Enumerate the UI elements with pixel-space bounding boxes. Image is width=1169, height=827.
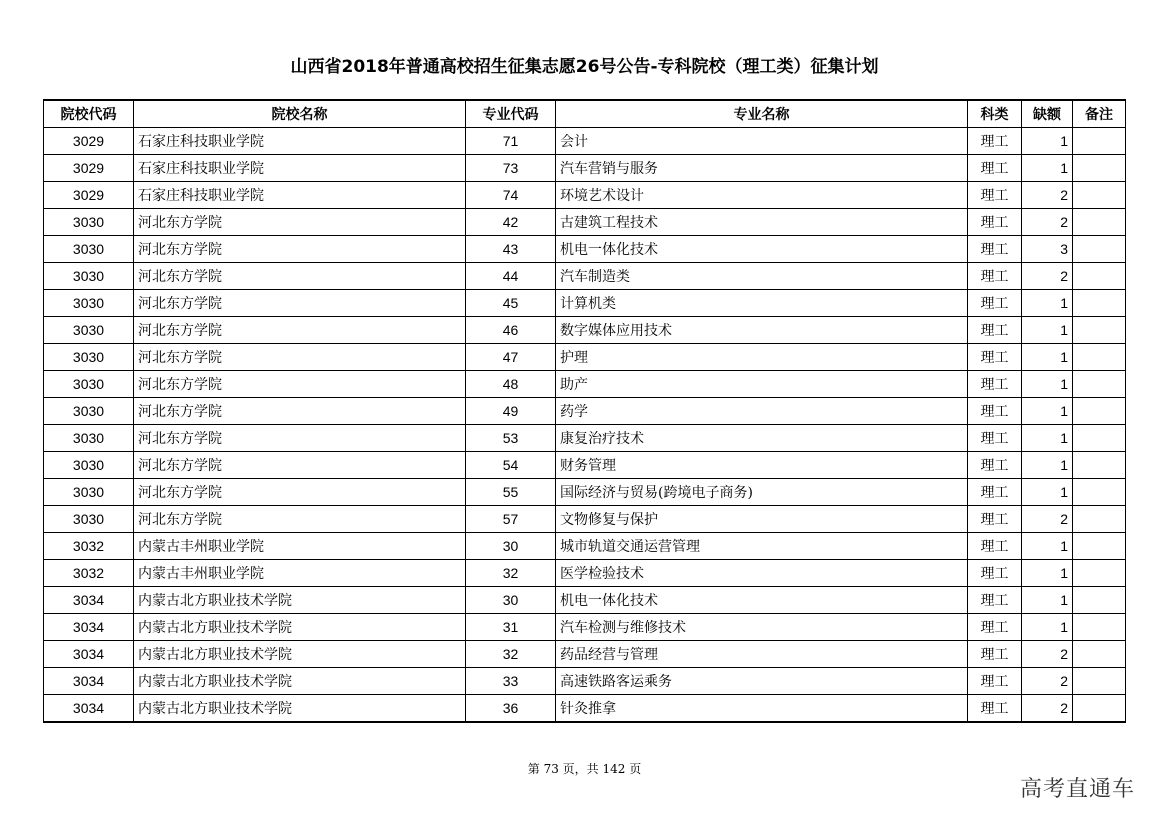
cell-major-code: 31 — [466, 614, 556, 641]
cell-vacancy: 2 — [1022, 182, 1073, 209]
table-row — [44, 533, 1126, 560]
cell-vacancy: 1 — [1022, 560, 1073, 587]
cell-major-code: 48 — [466, 371, 556, 398]
cell-school-code: 3029 — [44, 128, 134, 155]
table-row — [44, 290, 1126, 317]
cell-vacancy: 3 — [1022, 236, 1073, 263]
cell-vacancy: 1 — [1022, 344, 1073, 371]
cell-remarks — [1073, 317, 1126, 344]
cell-category: 理工 — [968, 668, 1022, 695]
cell-major-name: 康复治疗技术 — [556, 425, 968, 452]
cell-vacancy: 1 — [1022, 614, 1073, 641]
cell-remarks — [1073, 452, 1126, 479]
cell-remarks — [1073, 641, 1126, 668]
cell-major-name: 古建筑工程技术 — [556, 209, 968, 236]
table-row — [44, 560, 1126, 587]
cell-school-name: 内蒙古北方职业技术学院 — [134, 641, 466, 668]
cell-school-code: 3029 — [44, 182, 134, 209]
cell-major-code: 32 — [466, 560, 556, 587]
table-row — [44, 668, 1126, 695]
cell-category: 理工 — [968, 560, 1022, 587]
cell-remarks — [1073, 155, 1126, 182]
cell-vacancy: 2 — [1022, 641, 1073, 668]
table-row — [44, 695, 1126, 723]
table-row — [44, 506, 1126, 533]
cell-vacancy: 1 — [1022, 398, 1073, 425]
cell-vacancy: 1 — [1022, 155, 1073, 182]
cell-school-code: 3034 — [44, 668, 134, 695]
table-row — [44, 317, 1126, 344]
cell-school-name: 河北东方学院 — [134, 371, 466, 398]
cell-major-code: 49 — [466, 398, 556, 425]
cell-vacancy: 1 — [1022, 533, 1073, 560]
cell-major-code: 47 — [466, 344, 556, 371]
cell-category: 理工 — [968, 290, 1022, 317]
cell-major-code: 44 — [466, 263, 556, 290]
cell-major-name: 国际经济与贸易(跨境电子商务) — [556, 479, 968, 506]
cell-major-code: 46 — [466, 317, 556, 344]
cell-vacancy: 1 — [1022, 479, 1073, 506]
cell-school-code: 3030 — [44, 209, 134, 236]
cell-category: 理工 — [968, 587, 1022, 614]
cell-category: 理工 — [968, 371, 1022, 398]
cell-school-name: 石家庄科技职业学院 — [134, 182, 466, 209]
cell-vacancy: 1 — [1022, 425, 1073, 452]
cell-remarks — [1073, 371, 1126, 398]
cell-major-name: 护理 — [556, 344, 968, 371]
cell-category: 理工 — [968, 128, 1022, 155]
cell-school-code: 3034 — [44, 614, 134, 641]
cell-school-name: 石家庄科技职业学院 — [134, 155, 466, 182]
cell-category: 理工 — [968, 317, 1022, 344]
document-title: 山西省2018年普通高校招生征集志愿26号公告-专科院校（理工类）征集计划 — [290, 57, 879, 77]
table-row — [44, 587, 1126, 614]
cell-remarks — [1073, 695, 1126, 723]
cell-category: 理工 — [968, 398, 1022, 425]
cell-school-name: 河北东方学院 — [134, 209, 466, 236]
cell-school-code: 3030 — [44, 263, 134, 290]
cell-school-code: 3030 — [44, 344, 134, 371]
cell-remarks — [1073, 290, 1126, 317]
cell-remarks — [1073, 398, 1126, 425]
cell-school-code: 3032 — [44, 560, 134, 587]
cell-school-name: 石家庄科技职业学院 — [134, 128, 466, 155]
cell-school-name: 河北东方学院 — [134, 290, 466, 317]
cell-school-code: 3030 — [44, 479, 134, 506]
header-school-name: 院校名称 — [134, 100, 466, 128]
cell-category: 理工 — [968, 506, 1022, 533]
header-school-code: 院校代码 — [44, 100, 134, 128]
cell-remarks — [1073, 614, 1126, 641]
table-row — [44, 425, 1126, 452]
cell-major-code: 36 — [466, 695, 556, 723]
cell-major-name: 药学 — [556, 398, 968, 425]
cell-school-name: 内蒙古北方职业技术学院 — [134, 587, 466, 614]
cell-major-code: 71 — [466, 128, 556, 155]
cell-category: 理工 — [968, 641, 1022, 668]
table-header-row — [44, 100, 1126, 128]
cell-remarks — [1073, 128, 1126, 155]
cell-vacancy: 2 — [1022, 263, 1073, 290]
cell-major-name: 助产 — [556, 371, 968, 398]
table-row — [44, 371, 1126, 398]
cell-vacancy: 1 — [1022, 587, 1073, 614]
cell-school-code: 3034 — [44, 695, 134, 723]
table-row — [44, 236, 1126, 263]
cell-remarks — [1073, 236, 1126, 263]
cell-remarks — [1073, 668, 1126, 695]
header-category: 科类 — [968, 100, 1022, 128]
cell-category: 理工 — [968, 695, 1022, 723]
cell-remarks — [1073, 344, 1126, 371]
cell-major-code: 30 — [466, 533, 556, 560]
watermark-logo-text: 高考直通车 — [1020, 777, 1136, 802]
cell-vacancy: 1 — [1022, 317, 1073, 344]
cell-category: 理工 — [968, 263, 1022, 290]
cell-major-name: 会计 — [556, 128, 968, 155]
table-body — [44, 128, 1126, 723]
cell-major-name: 城市轨道交通运营管理 — [556, 533, 968, 560]
table-row — [44, 263, 1126, 290]
cell-school-name: 河北东方学院 — [134, 317, 466, 344]
cell-category: 理工 — [968, 614, 1022, 641]
cell-remarks — [1073, 587, 1126, 614]
table-row — [44, 614, 1126, 641]
cell-major-name: 汽车制造类 — [556, 263, 968, 290]
cell-major-code: 45 — [466, 290, 556, 317]
header-major-code: 专业代码 — [466, 100, 556, 128]
cell-category: 理工 — [968, 479, 1022, 506]
cell-school-code: 3030 — [44, 290, 134, 317]
cell-school-name: 内蒙古北方职业技术学院 — [134, 695, 466, 723]
cell-remarks — [1073, 425, 1126, 452]
cell-major-code: 32 — [466, 641, 556, 668]
cell-vacancy: 2 — [1022, 506, 1073, 533]
cell-major-name: 汽车营销与服务 — [556, 155, 968, 182]
cell-remarks — [1073, 209, 1126, 236]
cell-vacancy: 2 — [1022, 209, 1073, 236]
cell-major-code: 33 — [466, 668, 556, 695]
cell-school-code: 3030 — [44, 371, 134, 398]
table-row — [44, 344, 1126, 371]
cell-major-name: 环境艺术设计 — [556, 182, 968, 209]
cell-school-name: 河北东方学院 — [134, 479, 466, 506]
table-row — [44, 128, 1126, 155]
cell-major-name: 文物修复与保护 — [556, 506, 968, 533]
cell-school-name: 河北东方学院 — [134, 506, 466, 533]
cell-major-code: 74 — [466, 182, 556, 209]
cell-school-name: 内蒙古北方职业技术学院 — [134, 614, 466, 641]
cell-major-code: 73 — [466, 155, 556, 182]
cell-school-code: 3030 — [44, 506, 134, 533]
cell-school-code: 3030 — [44, 317, 134, 344]
cell-school-name: 内蒙古丰州职业学院 — [134, 560, 466, 587]
cell-major-code: 43 — [466, 236, 556, 263]
cell-school-name: 河北东方学院 — [134, 425, 466, 452]
cell-school-name: 内蒙古北方职业技术学院 — [134, 668, 466, 695]
cell-vacancy: 1 — [1022, 452, 1073, 479]
cell-school-code: 3034 — [44, 641, 134, 668]
cell-major-name: 机电一体化技术 — [556, 587, 968, 614]
cell-remarks — [1073, 182, 1126, 209]
header-major-name: 专业名称 — [556, 100, 968, 128]
cell-remarks — [1073, 479, 1126, 506]
cell-school-code: 3032 — [44, 533, 134, 560]
enrollment-plan-table — [43, 99, 1126, 723]
cell-major-code: 53 — [466, 425, 556, 452]
cell-category: 理工 — [968, 533, 1022, 560]
page-number: 第 73 页，共 142 页 — [527, 762, 642, 776]
cell-school-code: 3030 — [44, 452, 134, 479]
table-row — [44, 398, 1126, 425]
cell-school-code: 3034 — [44, 587, 134, 614]
cell-remarks — [1073, 506, 1126, 533]
cell-major-name: 医学检验技术 — [556, 560, 968, 587]
cell-major-code: 55 — [466, 479, 556, 506]
cell-remarks — [1073, 560, 1126, 587]
cell-remarks — [1073, 533, 1126, 560]
table-row — [44, 479, 1126, 506]
cell-school-code: 3030 — [44, 236, 134, 263]
cell-major-name: 药品经营与管理 — [556, 641, 968, 668]
cell-school-name: 河北东方学院 — [134, 344, 466, 371]
cell-category: 理工 — [968, 182, 1022, 209]
cell-major-name: 针灸推拿 — [556, 695, 968, 723]
cell-major-name: 机电一体化技术 — [556, 236, 968, 263]
cell-school-name: 内蒙古丰州职业学院 — [134, 533, 466, 560]
table-row — [44, 182, 1126, 209]
cell-major-name: 高速铁路客运乘务 — [556, 668, 968, 695]
header-remarks: 备注 — [1073, 100, 1126, 128]
table-row — [44, 209, 1126, 236]
cell-vacancy: 2 — [1022, 695, 1073, 723]
table-row — [44, 641, 1126, 668]
cell-major-name: 财务管理 — [556, 452, 968, 479]
cell-school-code: 3030 — [44, 398, 134, 425]
cell-remarks — [1073, 263, 1126, 290]
cell-vacancy: 1 — [1022, 290, 1073, 317]
cell-category: 理工 — [968, 344, 1022, 371]
cell-category: 理工 — [968, 452, 1022, 479]
table-row — [44, 452, 1126, 479]
cell-vacancy: 2 — [1022, 668, 1073, 695]
cell-category: 理工 — [968, 209, 1022, 236]
cell-school-name: 河北东方学院 — [134, 236, 466, 263]
cell-school-name: 河北东方学院 — [134, 452, 466, 479]
cell-vacancy: 1 — [1022, 371, 1073, 398]
cell-major-name: 数字媒体应用技术 — [556, 317, 968, 344]
cell-major-code: 42 — [466, 209, 556, 236]
cell-major-code: 54 — [466, 452, 556, 479]
cell-major-code: 57 — [466, 506, 556, 533]
cell-major-name: 计算机类 — [556, 290, 968, 317]
cell-vacancy: 1 — [1022, 128, 1073, 155]
cell-major-code: 30 — [466, 587, 556, 614]
header-vacancy: 缺额 — [1022, 100, 1073, 128]
cell-major-name: 汽车检测与维修技术 — [556, 614, 968, 641]
cell-category: 理工 — [968, 425, 1022, 452]
cell-school-code: 3030 — [44, 425, 134, 452]
cell-school-name: 河北东方学院 — [134, 398, 466, 425]
cell-category: 理工 — [968, 155, 1022, 182]
cell-school-code: 3029 — [44, 155, 134, 182]
table-row — [44, 155, 1126, 182]
cell-school-name: 河北东方学院 — [134, 263, 466, 290]
cell-category: 理工 — [968, 236, 1022, 263]
